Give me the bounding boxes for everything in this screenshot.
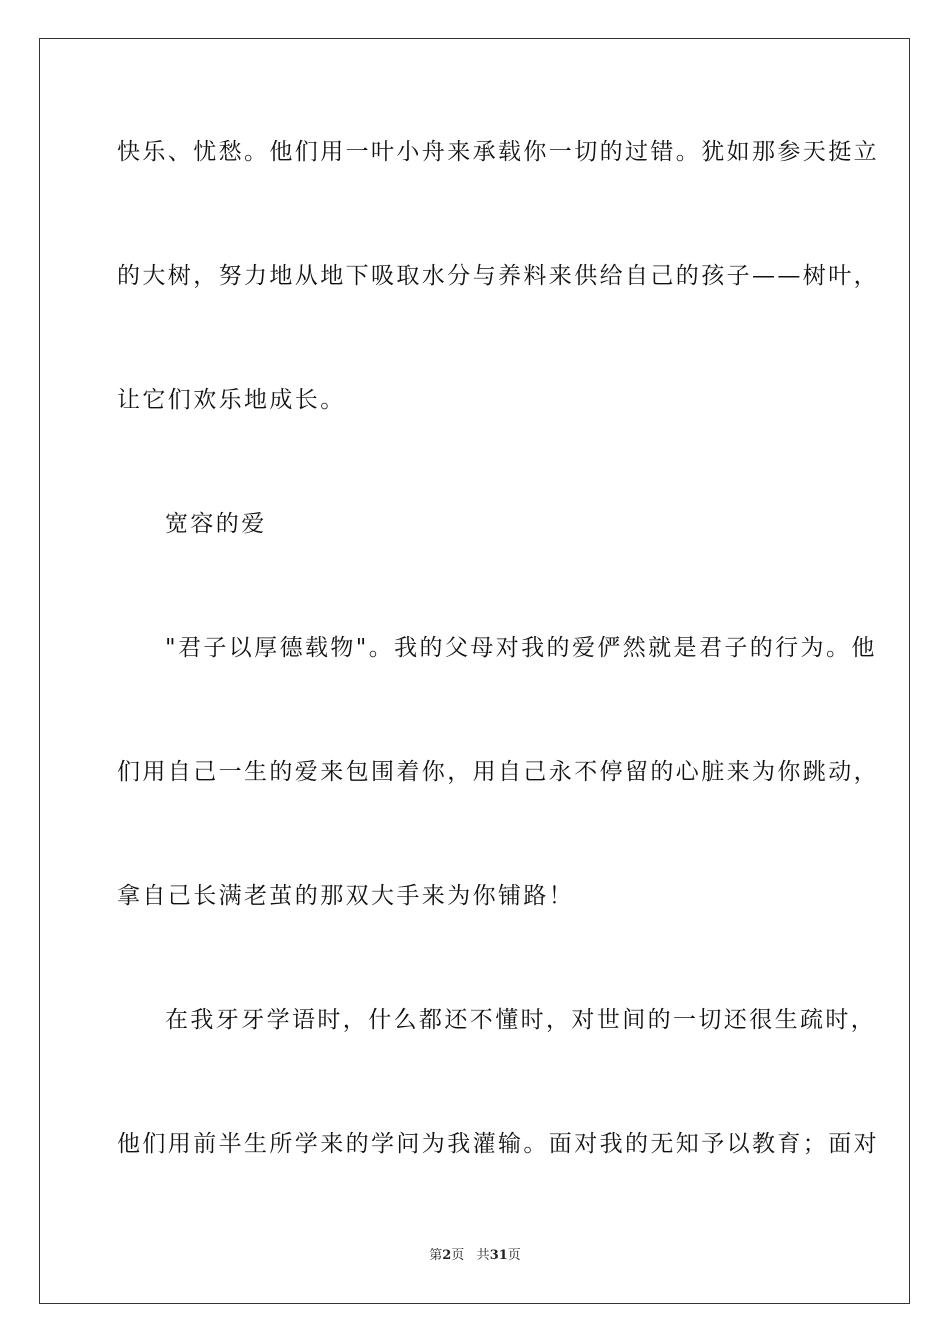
paragraph-line-9: 他们用前半生所学来的学问为我灌输。面对我的无知予以教育；面对 [117,1131,879,1157]
footer-page-number: 2 [442,1248,452,1263]
footer-total-pages: 31 [489,1248,508,1263]
footer-page-prefix: 第 [429,1248,443,1263]
paragraph-line-6: 们用自己一生的爱来包围着你，用自己永不停留的心脏来为你跳动， [117,759,879,785]
paragraph-line-5: "君子以厚德载物"。我的父母对我的爱俨然就是君子的行为。他 [165,635,877,661]
footer-page-suffix: 页 [451,1248,465,1263]
paragraph-line-3: 让它们欢乐地成长。 [117,387,346,413]
paragraph-line-1: 快乐、忧愁。他们用一叶小舟来承载你一切的过错。犹如那参天挺立 [117,139,879,165]
paragraph-line-8: 在我牙牙学语时，什么都还不懂时，对世间的一切还很生疏时， [165,1007,877,1033]
page-border [39,38,910,1304]
paragraph-line-7: 拿自己长满老茧的那双大手来为你铺路！ [117,883,575,909]
page-footer [0,1247,950,1265]
footer-total-suffix: 页 [507,1248,521,1263]
paragraph-line-2: 的大树，努力地从地下吸取水分与养料来供给自己的孩子——树叶， [117,263,879,289]
section-heading: 宽容的爱 [165,511,267,537]
footer-total-prefix: 共 [476,1248,490,1263]
